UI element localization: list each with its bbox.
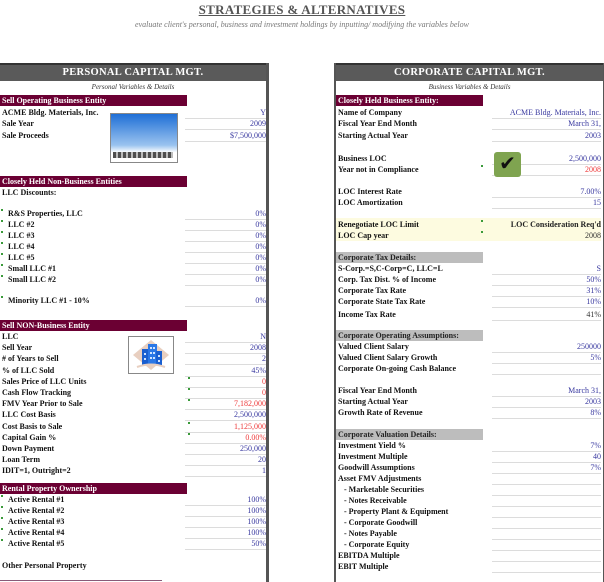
row-label: Loan Term bbox=[2, 455, 41, 465]
corporate-panel-title: CORPORATE CAPITAL MGT. bbox=[336, 63, 603, 81]
value-cell[interactable]: 100% bbox=[247, 495, 266, 504]
value-cell[interactable]: 0% bbox=[255, 209, 266, 218]
row-label: - Notes Receivable bbox=[344, 496, 407, 505]
value-cell[interactable]: 2,500,000 bbox=[569, 154, 601, 163]
table-row bbox=[0, 421, 266, 432]
comment-marker bbox=[1, 296, 3, 298]
row-label: - Marketable Securities bbox=[344, 485, 424, 494]
table-row bbox=[0, 241, 266, 252]
table-row bbox=[0, 538, 266, 549]
value-cell[interactable]: 2003 bbox=[585, 397, 601, 406]
row-label: Sale Proceeds bbox=[2, 131, 49, 140]
personal-panel-subtitle: Personal Variables & Details bbox=[91, 83, 175, 91]
table-row bbox=[0, 208, 266, 219]
value-cell[interactable]: 7% bbox=[590, 463, 601, 472]
table-row bbox=[0, 505, 266, 516]
table-row bbox=[336, 164, 601, 175]
value-cell[interactable]: 2003 bbox=[585, 131, 601, 140]
row-label: LLC Discounts: bbox=[2, 188, 57, 197]
section-header: Corporate Valuation Details: bbox=[336, 429, 483, 440]
row-label: Name of Company bbox=[338, 108, 402, 117]
value-cell[interactable]: 2008 bbox=[585, 165, 601, 174]
cell-underline bbox=[492, 141, 601, 142]
value-cell[interactable]: 0% bbox=[255, 264, 266, 273]
row-label: Income Tax Rate bbox=[338, 310, 396, 319]
table-row bbox=[0, 274, 266, 285]
table-row bbox=[336, 197, 601, 208]
value-cell[interactable]: 10% bbox=[586, 297, 601, 306]
value-cell[interactable]: 31% bbox=[586, 286, 601, 295]
comment-marker bbox=[481, 231, 483, 233]
value-cell[interactable]: ACME Bldg. Materials, Inc. bbox=[509, 108, 601, 117]
value-cell[interactable]: 8% bbox=[590, 408, 601, 417]
personal-panel-title: PERSONAL CAPITAL MGT. bbox=[0, 63, 266, 81]
comment-marker bbox=[188, 422, 190, 424]
table-row bbox=[0, 295, 266, 306]
value-cell[interactable]: March 31, bbox=[568, 386, 601, 395]
section-header: Rental Property Ownership bbox=[0, 483, 187, 494]
comment-marker bbox=[1, 517, 3, 519]
row-label: Starting Actual Year bbox=[338, 131, 408, 140]
row-label: % of LLC Sold bbox=[2, 365, 55, 375]
cell-underline bbox=[492, 320, 601, 321]
sky-landscape-image[interactable] bbox=[110, 113, 178, 163]
cell-underline bbox=[492, 572, 601, 573]
table-row bbox=[336, 130, 601, 141]
row-label: Growth Rate of Revenue bbox=[338, 408, 423, 417]
comment-marker bbox=[1, 264, 3, 266]
cell-underline bbox=[185, 306, 266, 307]
other-personal-property-label bbox=[0, 560, 266, 571]
row-label: Cost Basis to Sale bbox=[2, 421, 63, 431]
table-row bbox=[336, 263, 601, 274]
row-label: LLC #4 bbox=[8, 242, 35, 251]
value-cell[interactable]: 0 bbox=[262, 376, 266, 386]
row-label: S-Corp.=S,C-Corp=C, LLC=L bbox=[338, 264, 443, 273]
row-label: EBIT Multiple bbox=[338, 562, 389, 571]
table-row bbox=[336, 473, 601, 484]
table-row bbox=[336, 462, 601, 473]
comment-marker bbox=[1, 253, 3, 255]
section-header: Corporate Tax Details: bbox=[336, 252, 483, 263]
row-label: Goodwill Assumptions bbox=[338, 463, 415, 472]
value-cell[interactable]: 0% bbox=[255, 275, 266, 284]
comment-marker bbox=[188, 377, 190, 379]
row-label: Sale Year bbox=[2, 119, 34, 128]
table-row bbox=[0, 454, 266, 465]
row-label: Corporate On-going Cash Balance bbox=[338, 364, 456, 373]
value-cell[interactable]: 100% bbox=[247, 506, 266, 515]
row-label: LOC Amortization bbox=[338, 198, 403, 207]
row-label: LOC Cap year bbox=[338, 231, 389, 240]
value-cell[interactable]: 0% bbox=[255, 220, 266, 229]
row-label: Sales Price of LLC Units bbox=[2, 376, 87, 386]
table-row bbox=[336, 274, 601, 285]
table-row bbox=[336, 539, 601, 550]
value-cell[interactable]: 7,182,000 bbox=[234, 399, 266, 409]
row-label: Active Rental #5 bbox=[8, 539, 65, 548]
value-cell[interactable]: 45% bbox=[251, 365, 266, 375]
section-header: Corporate Operating Assumptions: bbox=[336, 330, 483, 341]
value-cell[interactable]: 2 bbox=[262, 354, 266, 364]
table-row bbox=[336, 506, 601, 517]
value-cell[interactable]: $7,500,000 bbox=[230, 131, 266, 140]
value-cell[interactable]: 0% bbox=[255, 242, 266, 251]
checkmark-icon[interactable]: ✔ bbox=[494, 152, 521, 177]
value-cell[interactable]: 2008 bbox=[585, 231, 601, 240]
cell-underline bbox=[185, 549, 266, 550]
table-row bbox=[0, 432, 266, 443]
value-cell[interactable]: 40 bbox=[593, 452, 601, 461]
comment-marker bbox=[481, 220, 483, 222]
row-label: Cash Flow Tracking bbox=[2, 388, 72, 397]
page-subtitle: evaluate client's personal, business and investment holdings by inputting/ modifying the variables below bbox=[135, 20, 469, 29]
table-row bbox=[0, 252, 266, 263]
row-label: Active Rental #2 bbox=[8, 506, 65, 515]
table-row bbox=[336, 186, 601, 197]
table-row bbox=[0, 516, 266, 527]
comment-marker bbox=[1, 528, 3, 530]
comment-marker bbox=[1, 231, 3, 233]
row-label: Starting Actual Year bbox=[338, 397, 408, 406]
table-row bbox=[336, 528, 601, 539]
value-cell[interactable]: 250000 bbox=[577, 342, 601, 351]
value-cell[interactable]: 2,500,000 bbox=[234, 410, 266, 420]
comment-marker bbox=[1, 539, 3, 541]
row-label: Valued Client Salary bbox=[338, 342, 409, 351]
table-row bbox=[336, 451, 601, 462]
table-row bbox=[336, 440, 601, 451]
comment-marker bbox=[188, 388, 190, 390]
comment-marker bbox=[1, 242, 3, 244]
comment-marker bbox=[481, 165, 483, 167]
cell-underline bbox=[185, 476, 266, 477]
cell-underline bbox=[492, 208, 601, 209]
table-row bbox=[336, 341, 601, 352]
value-cell[interactable]: 0% bbox=[255, 253, 266, 262]
buildings-icon[interactable] bbox=[128, 336, 174, 374]
table-row bbox=[0, 219, 266, 230]
row-label: Fiscal Year End Month bbox=[338, 386, 417, 395]
row-label: LOC Interest Rate bbox=[338, 187, 402, 196]
value-cell[interactable]: S bbox=[596, 264, 601, 273]
table-row bbox=[336, 309, 601, 320]
table-row bbox=[336, 352, 601, 363]
row-label: IDIT=1, Outright=2 bbox=[2, 466, 71, 476]
row-label: EBITDA Multiple bbox=[338, 551, 400, 560]
value-cell[interactable]: N bbox=[260, 332, 266, 341]
table-row bbox=[0, 230, 266, 241]
row-label: Renegotiate LOC Limit bbox=[338, 220, 419, 229]
row-label: Active Rental #4 bbox=[8, 528, 65, 537]
row-label: Down Payment bbox=[2, 444, 55, 453]
table-row bbox=[336, 285, 601, 296]
value-cell[interactable]: 1 bbox=[262, 466, 266, 476]
row-label: Business LOC bbox=[338, 154, 387, 163]
comment-marker bbox=[1, 209, 3, 211]
row-label: # of Years to Sell bbox=[2, 354, 59, 364]
row-label: Other Personal Property bbox=[2, 561, 87, 570]
row-label: FMV Year Prior to Sale bbox=[2, 399, 83, 409]
table-row bbox=[336, 561, 601, 572]
value-cell[interactable]: 250,000 bbox=[240, 444, 266, 453]
value-cell[interactable]: 50% bbox=[586, 275, 601, 284]
value-cell[interactable]: 0% bbox=[255, 231, 266, 240]
section-header: Closely Held Non-Business Entities bbox=[0, 176, 187, 187]
value-cell[interactable]: 7% bbox=[590, 441, 601, 450]
cell-underline bbox=[492, 418, 601, 419]
value-cell[interactable]: March 31, bbox=[568, 119, 601, 128]
page-title: STRATEGIES & ALTERNATIVES bbox=[198, 2, 406, 17]
value-cell[interactable]: 0% bbox=[255, 296, 266, 305]
row-label: Capital Gain % bbox=[2, 432, 57, 442]
row-label: Investment Yield % bbox=[338, 441, 406, 450]
table-row bbox=[336, 396, 601, 407]
row-label: Active Rental #1 bbox=[8, 495, 65, 504]
row-label: Investment Multiple bbox=[338, 452, 408, 461]
row-label: Asset FMV Adjustments bbox=[338, 474, 422, 483]
value-cell[interactable]: 100% bbox=[247, 517, 266, 526]
value-cell[interactable]: 100% bbox=[247, 528, 266, 537]
row-label: LLC #3 bbox=[8, 231, 35, 240]
value-cell[interactable]: 2008 bbox=[250, 343, 266, 353]
table-row bbox=[336, 517, 601, 528]
value-cell[interactable]: 2009 bbox=[250, 119, 266, 128]
row-label: Fiscal Year End Month bbox=[338, 119, 417, 128]
comment-marker bbox=[1, 220, 3, 222]
cell-underline bbox=[492, 374, 601, 375]
table-row bbox=[0, 465, 266, 476]
table-row bbox=[336, 230, 601, 241]
row-label: LLC bbox=[2, 332, 19, 341]
row-label: Corporate State Tax Rate bbox=[338, 297, 426, 306]
value-cell[interactable]: 20 bbox=[258, 455, 266, 465]
table-row bbox=[0, 376, 266, 387]
value-cell[interactable]: 50% bbox=[251, 539, 266, 548]
table-row bbox=[336, 107, 601, 118]
row-label: LLC #5 bbox=[8, 253, 35, 262]
comment-marker bbox=[1, 495, 3, 497]
row-label: Minority LLC #1 - 10% bbox=[8, 296, 90, 305]
value-cell[interactable]: LOC Consideration Req'd bbox=[510, 220, 601, 229]
section-header: Sell Operating Business Entity bbox=[0, 95, 187, 106]
row-label: LLC Cost Basis bbox=[2, 410, 56, 420]
table-row bbox=[0, 387, 266, 398]
table-row bbox=[0, 443, 266, 454]
comment-marker bbox=[1, 506, 3, 508]
cell-underline bbox=[185, 141, 266, 142]
comment-marker bbox=[188, 399, 190, 401]
value-cell[interactable]: 7.00% bbox=[580, 187, 601, 196]
row-label: Active Rental #3 bbox=[8, 517, 65, 526]
row-label: R&S Properties, LLC bbox=[8, 209, 83, 218]
table-row bbox=[0, 263, 266, 274]
row-label: ACME Bldg. Materials, Inc. bbox=[2, 108, 99, 117]
table-row bbox=[336, 407, 601, 418]
table-row bbox=[336, 484, 601, 495]
table-row bbox=[336, 153, 601, 164]
corporate-panel-subtitle: Business Variables & Details bbox=[428, 83, 511, 91]
row-label: Sell Year bbox=[2, 343, 33, 353]
table-row bbox=[336, 118, 601, 129]
value-cell[interactable]: 15 bbox=[593, 198, 601, 207]
value-cell[interactable]: Y bbox=[260, 108, 266, 117]
table-row bbox=[0, 409, 266, 420]
row-label: - Notes Payable bbox=[344, 529, 397, 538]
value-cell[interactable]: 1,125,000 bbox=[234, 421, 266, 431]
comment-marker bbox=[1, 275, 3, 277]
row-label: Corporate Tax Rate bbox=[338, 286, 406, 295]
table-row bbox=[336, 296, 601, 307]
section-header: Closely Held Business Entity: bbox=[336, 95, 483, 106]
cell-underline bbox=[185, 285, 266, 286]
row-label: Corp. Tax Dist. % of Income bbox=[338, 275, 437, 284]
row-label: Small LLC #1 bbox=[8, 264, 57, 273]
row-label: Valued Client Salary Growth bbox=[338, 353, 438, 362]
row-label: LLC #2 bbox=[8, 220, 35, 229]
table-row bbox=[336, 495, 601, 506]
value-cell[interactable]: 5% bbox=[590, 353, 601, 362]
value-cell[interactable]: 0 bbox=[262, 388, 266, 397]
section-header: Sell NON-Business Entity bbox=[0, 320, 187, 331]
llc-discounts-label bbox=[0, 187, 266, 198]
comment-marker bbox=[188, 433, 190, 435]
table-row bbox=[0, 494, 266, 505]
table-row bbox=[0, 398, 266, 409]
table-row bbox=[0, 527, 266, 538]
row-label: - Corporate Goodwill bbox=[344, 518, 418, 527]
value-cell[interactable]: 0.00% bbox=[245, 432, 266, 442]
row-label: Year not in Compliance bbox=[338, 165, 419, 174]
table-row bbox=[336, 363, 601, 374]
row-label: - Property Plant & Equipment bbox=[344, 507, 449, 516]
value-cell[interactable]: 41% bbox=[586, 310, 601, 319]
cell-underline bbox=[492, 307, 601, 308]
table-row bbox=[336, 385, 601, 396]
table-row bbox=[336, 550, 601, 561]
divider bbox=[0, 580, 162, 581]
row-label: - Corporate Equity bbox=[344, 540, 410, 549]
table-row bbox=[336, 219, 601, 230]
row-label: Small LLC #2 bbox=[8, 275, 57, 284]
